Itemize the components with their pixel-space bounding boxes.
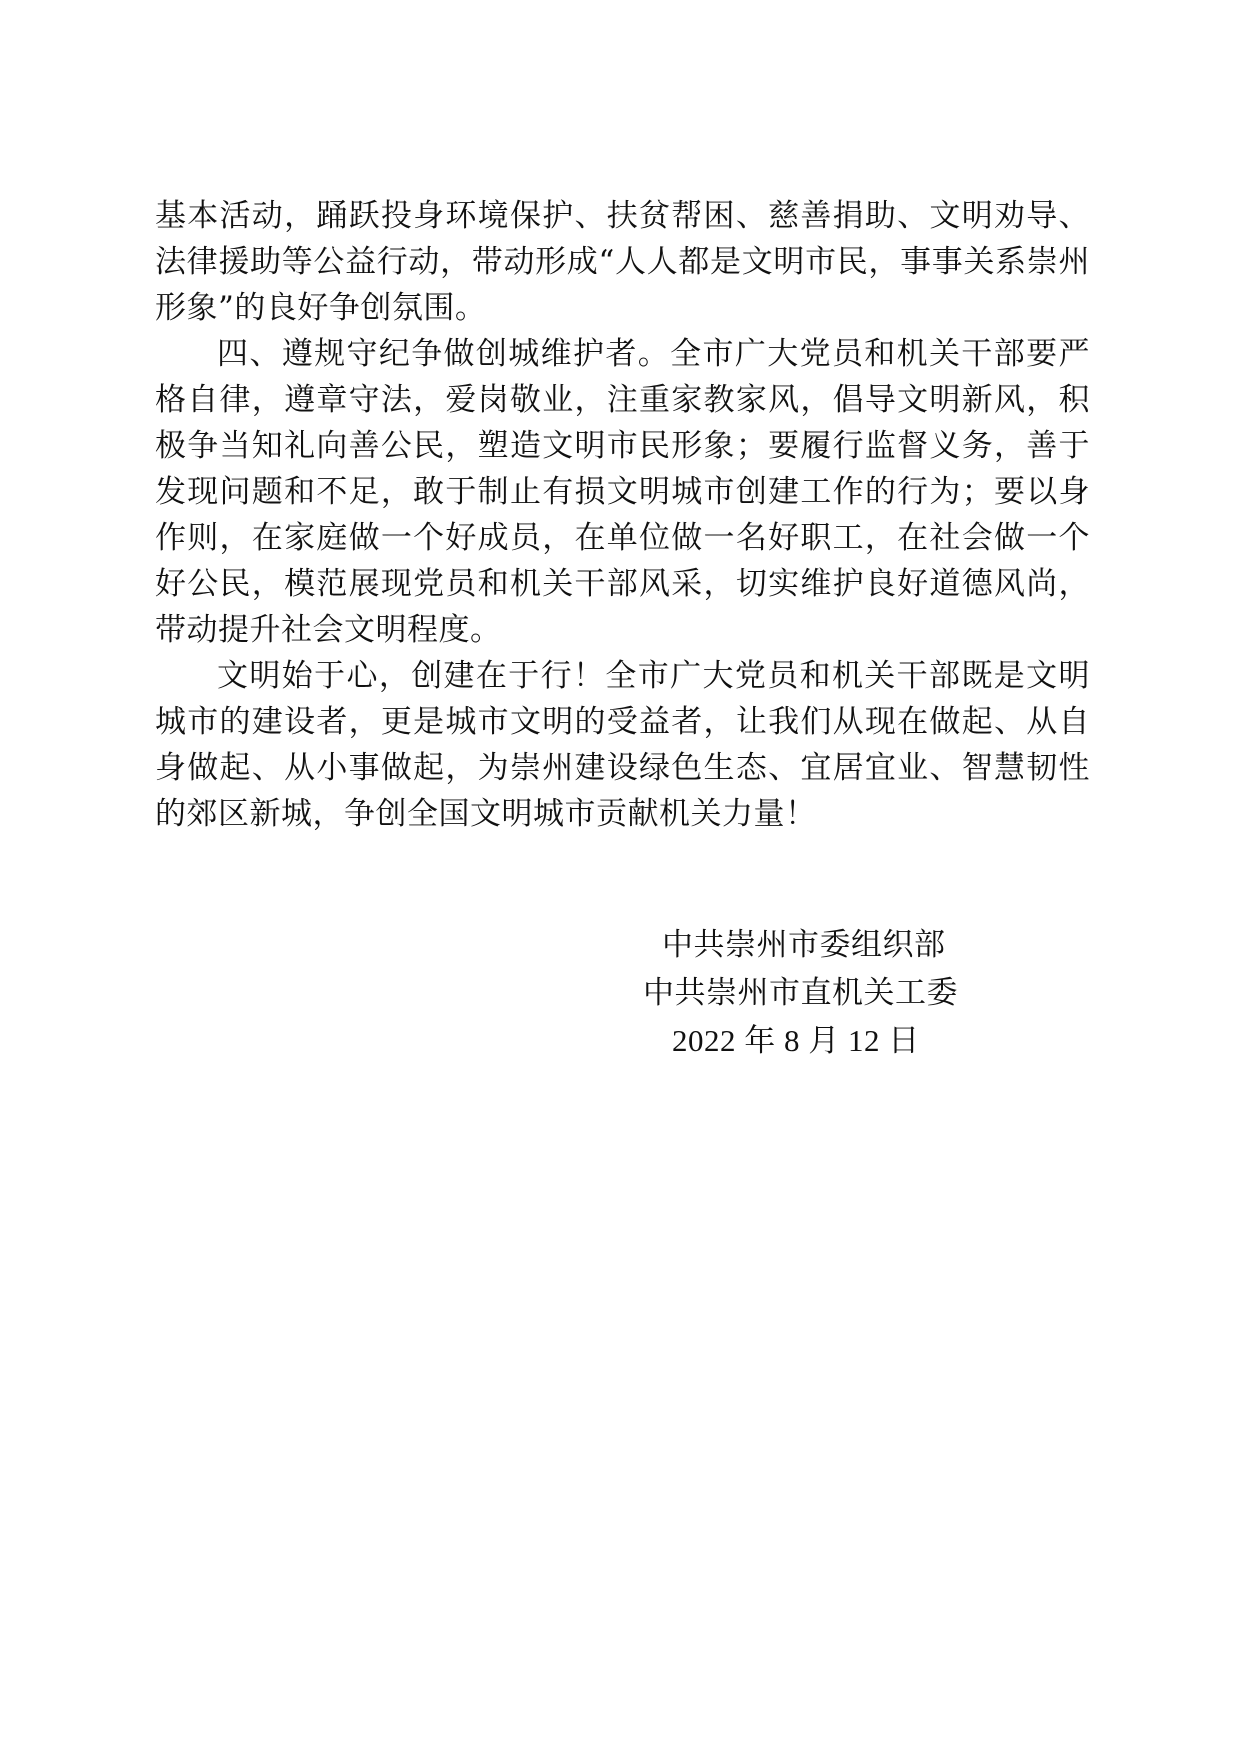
- signature-date: 2022 年 8 月 12 日: [672, 1023, 920, 1058]
- paragraph-3: 文明始于心，创建在于行！全市广大党员和机关干部既是文明城市的建设者，更是城市文明的受益者，让我们从现在做起、从自身做起、从小事做起，为崇州建设绿色生态、宜居宜业、智慧韧性的郊区新城，争创全国文明城市贡献机关力量！: [155, 658, 1090, 832]
- document-body: [155, 193, 1090, 837]
- paragraph-2: 四、遵规守纪争做创城维护者。全市广大党员和机关干部要严格自律，遵章守法，爱岗敬业，注重家教家风，倡导文明新风，积极争当知礼向善公民，塑造文明市民形象；要履行监督义务，善于发现问题和不足，敢于制止有损文明城市创建工作的行为；要以身作则，在家庭做一个好成员，在单位做一名好职工，在社会做一个好公民，模范展现党员和机关干部风采，切实维护良好道德风尚，带动提升社会文明程度。: [155, 336, 1090, 648]
- signature-organization-1: 中共崇州市委组织部: [662, 927, 946, 963]
- paragraph-1: 基本活动，踊跃投身环境保护、扶贫帮困、慈善捐助、文明劝导、法律援助等公益行动，带动形成“人人都是文明市民，事事关系崇州形象”的良好争创氛围。: [155, 198, 1090, 326]
- signature-organization-2: 中共崇州市直机关工委: [643, 975, 958, 1011]
